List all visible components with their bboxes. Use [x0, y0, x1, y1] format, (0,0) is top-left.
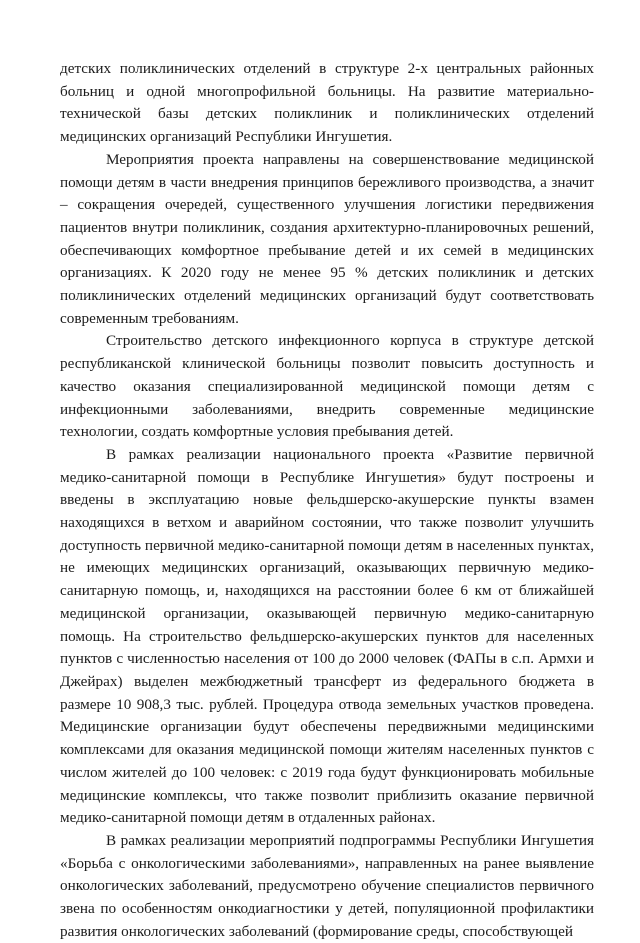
paragraph-2: Мероприятия проекта направлены на совершенствование медицинской помощи детям в части внедрения принципов бережливого производства, а значит – сокращения очередей, существенного улучшения логистики передвижения пациентов внутри поликлиник, создания архитектурно-планировочных решений, обеспечивающих комфортное пребывание детей и их семей в медицинских организациях. К 2020 году не менее 95 % детских поликлиник и детских поликлинических отделений медицинских организаций будут соответствовать современным требованиям.	[60, 150, 594, 327]
paragraph-3: Строительство детского инфекционного корпуса в структуре детской республиканской клинической больницы позволит повысить доступность и качество оказания специализированной медицинской помощи детям с инфекционными заболеваниями, внедрить современные медицинские технологии, создать комфортные условия пребывания детей.	[60, 332, 594, 441]
document-page	[60, 58, 594, 943]
paragraph-1: детских поликлинических отделений в структуре 2-х центральных районных больниц и одной многопрофильной больницы. На развитие материально-технической базы детских поликлиник и поликлинических отделений медицинских организаций Республики Ингушетия.	[60, 60, 594, 146]
paragraph-5: В рамках реализации мероприятий подпрограммы Республики Ингушетия «Борьба с онкологическими заболеваниями», направленных на ранее выявление онкологических заболеваний, предусмотрено обучение специалистов первичного звена по особенностям онкодиагностики у детей, популяционной профилактики развития онкологических заболеваний (формирование среды, способствующей	[60, 831, 594, 940]
paragraph-4: В рамках реализации национального проекта «Развитие первичной медико-санитарной помощи в Республике Ингушетия» будут построены и введены в эксплуатацию новые фельдшерско-акушерские пункты взамен находящихся в ветхом и аварийном состоянии, что также позволит улучшить доступность первичной медико-санитарной помощи детям в населенных пунктах, не имеющих медицинских организаций, оказывающих первичную медико-санитарную помощь, и, находящихся на расстоянии более 6 км от ближайшей медицинской организации, оказывающей первичную медико-санитарную помощь. На строительство фельдшерско-акушерских пунктов для населенных пунктов с численностью населения от 100 до 2000 человек (ФАПы в с.п. Армхи и Джейрах) выделен межбюджетный трансферт из федерального бюджета в размере 10 908,3 тыс. рублей. Процедура отвода земельных участков проведена. Медицинские организации будут обеспечены передвижными медицинскими комплексами для оказания медицинской помощи жителям населенных пунктов с числом жителей до 100 человек: с 2019 года будут функционировать мобильные медицинские комплексы, что также позволит приблизить оказание первичной медико-санитарной помощи детям в отдаленных районах.	[60, 445, 594, 827]
